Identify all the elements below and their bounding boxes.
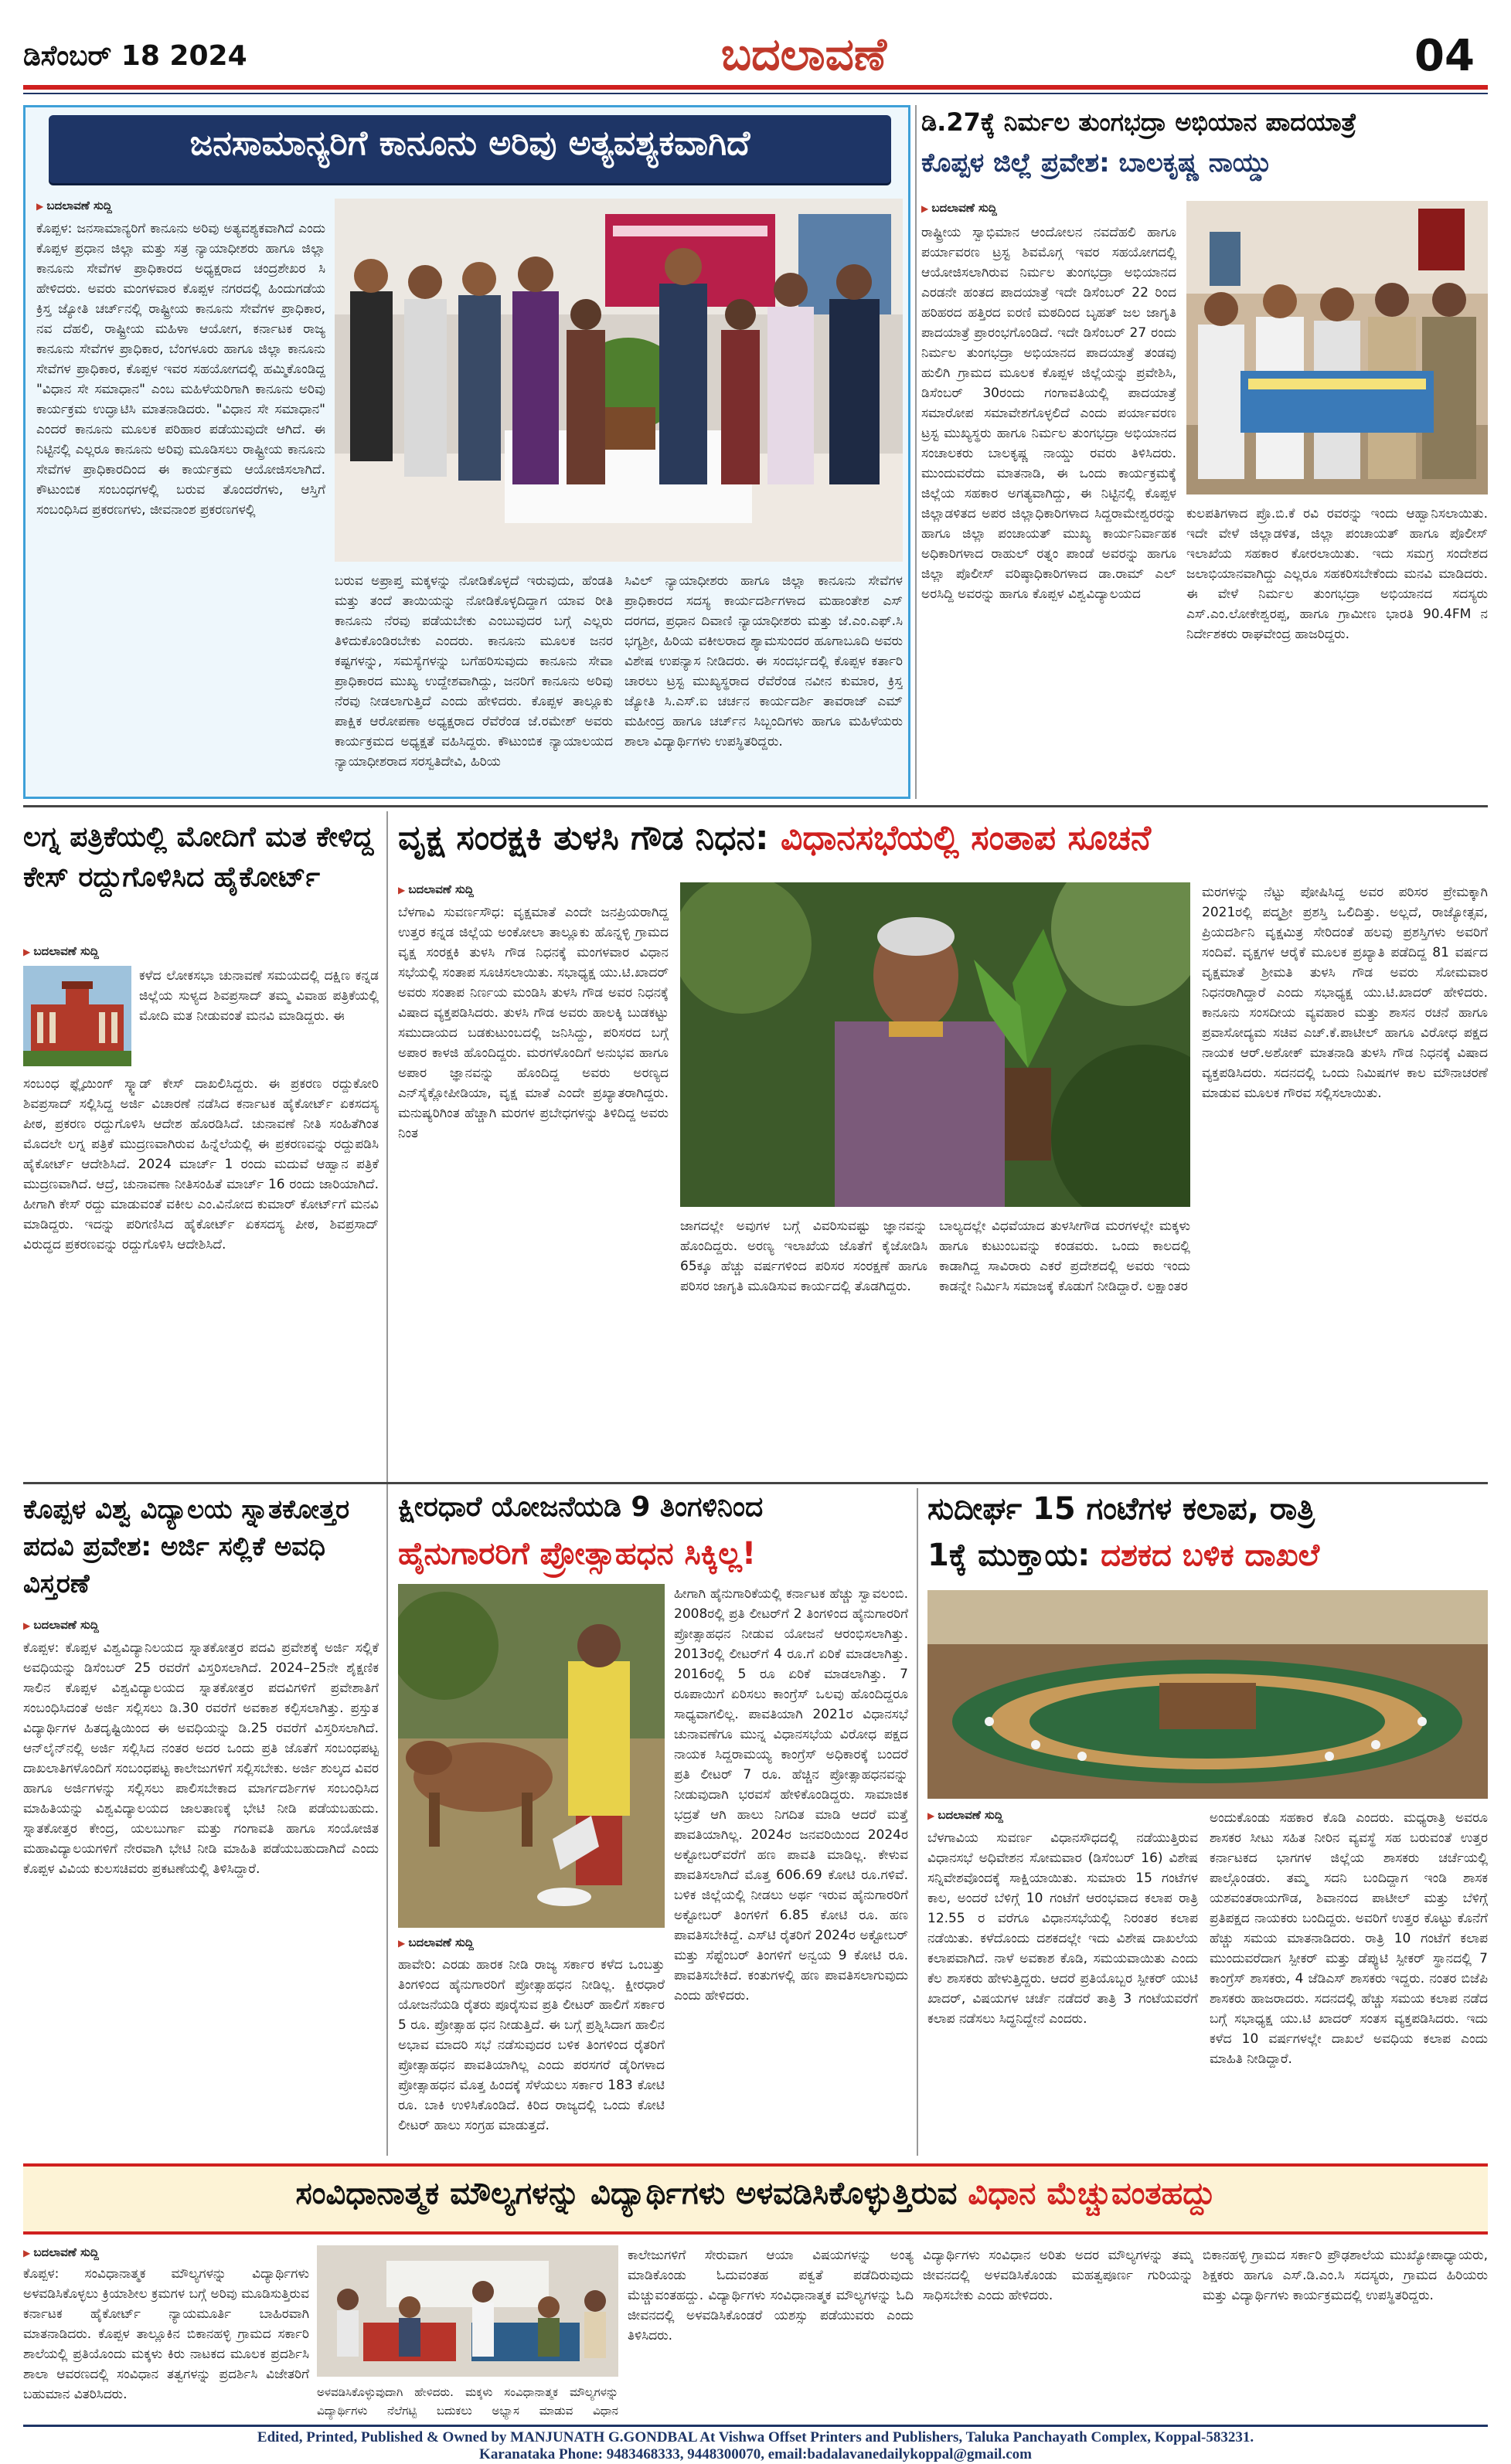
article-col-2: ಬರುವ ಅಪ್ರಾಪ್ತ ಮಕ್ಕಳನ್ನು ನೋಡಿಕೊಳ್ಳದೆ ಇರುವುದು, ಹೆಂಡತಿ ಮತ್ತು ತಂದೆ ತಾಯಿಯನ್ನು ನೋಡಿಕೊಳ್ಳದಿದ್ದಾಗ ಯಾವ ರೀತಿ ಕಾನೂನು ನೆರವು ಪಡೆಯಬೇಕು ಎಂಬುವುದರ ಬಗ್ಗೆ ಎಲ್ಲರು ತಿಳಿದುಕೊಂಡಿರಬೇಕು ಎಂದರು. ಕಾನೂನು ಮೂಲಕ ಜನರ ಕಷ್ಟಗಳನ್ನು, ಸಮಸ್ಯೆಗಳನ್ನು ಬಗೆಹರಿಸುವುದು ಕಾನೂನು ಸೇವಾ ಪ್ರಾಧಿಕಾರದ ಮುಖ್ಯ ಉದ್ದೇಶವಾಗಿದ್ದು, ಜನರಿಗೆ ಕಾನೂನು ಅರಿವು ನೆರವು ನೀಡಲಾಗುತ್ತಿದೆ ಎಂದು ಹೇಳಿದರು. ಕೊಪ್ಪಳ ತಾಲ್ಲೂಕು ಪಾಕ್ಷಿಕ ಆರೋಪಣಾ ಅಧ್ಯಕ್ಷರಾದ ರೆವೆರೆಂಡ ಜೆ.ರಮೇಶ್ ಅವರು ಕಾರ್ಯಕ್ರಮದ ಅಧ್ಯಕ್ಷತೆ ವಹಿಸಿದ್ದರು. ಕೌಟುಂಬಿಕ ನ್ಯಾಯಾಲಯದ ನ್ಯಾಯಾಧೀಶರಾದ ಸರಸ್ವತಿದೇವಿ, ಹಿರಿಯ: [335, 573, 613, 770]
article-col-1: ಕೊಪ್ಪಳ: ಜನಸಾಮಾನ್ಯರಿಗೆ ಕಾನೂನು ಅರಿವು ಅತ್ಯವಶ್ಯಕವಾಗಿದೆ ಎಂದು ಕೊಪ್ಪಳ ಪ್ರಧಾನ ಜಿಲ್ಲಾ ಮತ್ತು ಸತ್ರ ನ್ಯಾಯಾಧೀಶರು ಹಾಗೂ ಜಿಲ್ಲಾ ಕಾನೂನು ಸೇವೆಗಳ ಪ್ರಾಧಿಕಾರದ ಅಧ್ಯಕ್ಷರಾದ ಚಂದ್ರಶೇಖರ ಸಿ ಹೇಳಿದರು. ಅವರು ಮಂಗಳವಾರ ಕೊಪ್ಪಳ ನಗರದಲ್ಲಿ ಹಿಂದುಗಡೆಯ ಕ್ರಿಸ್ತ ಜ್ಯೋತಿ ಚರ್ಚ್‌ನಲ್ಲಿ ರಾಷ್ಟ್ರೀಯ ಕಾನೂನು ಸೇವೆಗಳ ಪ್ರಾಧಿಕಾರ, ನವ ದೆಹಲಿ, ರಾಷ್ಟ್ರೀಯ ಮಹಿಳಾ ಆಯೋಗ, ಕರ್ನಾಟಕ ರಾಜ್ಯ ಕಾನೂನು ಸೇವೆಗಳ ಪ್ರಾಧಿಕಾರ, ಬೆಂಗಳೂರು ಹಾಗೂ ಜಿಲ್ಲಾ ಕಾನೂನು ಸೇವೆಗಳ ಪ್ರಾಧಿಕಾರ, ಕೊಪ್ಪಳ ಇವರ ಸಹಯೋಗದಲ್ಲಿ ಹಮ್ಮಿಕೊಂಡಿದ್ದ "ವಿಧಾನ ಸೇ ಸಮಾಧಾನ" ಎಂಬ ಮಹಿಳೆಯರಿಗಾಗಿ ಕಾನೂನು ಅರಿವು ಕಾರ್ಯಕ್ರಮ ಉದ್ಘಾಟಿಸಿ ಮಾತನಾಡಿದರು. "ವಿಧಾನ ಸೇ ಸಮಾಧಾನ" ಎಂದರೆ ಕಾನೂನು ಮೂಲಕ ಪರಿಹಾರ ಪಡೆಯುವುದೇ ಆಗಿದೆ. ಈ ನಿಟ್ಟಿನಲ್ಲಿ ಎಲ್ಲರೂ ಕಾನೂನು ಅರಿವು ಮೂಡಿಸಲು ರಾಷ್ಟ್ರೀಯ ಕಾನೂನು ಸೇವೆಗಳ ಪ್ರಾಧಿಕಾರದಿಂದ ಈ ಕಾರ್ಯಕ್ರಮ ಆಯೋಜಿಸಲಾಗಿದೆ. ಕೌಟುಂಬಿಕ ಸಂಬಂಧಗಳಲ್ಲಿ ಬರುವ ತೊಂದರೆಗಳು, ಆಸ್ತಿಗೆ ಸಂಬಂಧಿಸಿದ ಪ್ರಕರಣಗಳು, ಜೀವನಾಂಶ ಪ್ರಕರಣಗಳಲ್ಲಿ: [36, 221, 325, 518]
header-rule: [23, 85, 1488, 90]
article-headline-part2: ದಶಕದ ಬಳಿಕ ದಾಖಲೆ: [1101, 1538, 1320, 1573]
column-divider: [917, 1488, 918, 2156]
article-byline: ▶ ಬದಲಾವಣೆ ಸುದ್ದಿ: [23, 944, 99, 958]
article-col-1: ಬೆಳಗಾವಿಯ ಸುವರ್ಣ ವಿಧಾನಸೌಧದಲ್ಲಿ ನಡೆಯುತ್ತಿರುವ ವಿಧಾನಸಭೆ ಅಧಿವೇಶನ ಸೋಮವಾರ (ಡಿಸೆಂಬರ್ 16) ವಿಶೇಷ ಸನ್ನಿವೇಶವೊಂದಕ್ಕೆ ಸಾಕ್ಷಿಯಾಯಿತು. ಸುಮಾರು 15 ಗಂಟೆಗಳ ಕಾಲ, ಅಂದರೆ ಬೆಳಿಗ್ಗೆ 10 ಗಂಟೆಗೆ ಆರಂಭವಾದ ಕಲಾಪ ರಾತ್ರಿ 12.55 ರ ವರೆಗೂ ವಿಧಾನಸಭೆಯಲ್ಲಿ ನಿರಂತರ ಕಲಾಪ ನಡೆಯಿತು. ಕಳೆದೊಂದು ದಶಕದಲ್ಲೇ ಇದು ವಿಶೇಷ ದಾಖಲೆಯ ಕಲಾಪವಾಗಿದೆ. ನಾಳೆ ಅವಕಾಶ ಕೊಡಿ, ಸಮಯವಾಯಿತು ಎಂದು ಕೆಲ ಶಾಸಕರು ಹೇಳುತ್ತಿದ್ದರು. ಆದರೆ ಪ್ರತಿಯೊಬ್ಬರ ಸ್ಪೀಕರ್ ಯುಟಿ ಖಾದರ್, ವಿಷಯಗಳ ಚರ್ಚೆ ನಡೆದರೆ ತಾತ್ರಿ 3 ಗಂಟೆಯವರೆಗೆ ಕಲಾಪ ನಡೆಸಲು ಸಿದ್ಧನಿದ್ದೇನೆ ಎಂದರು.: [927, 1830, 1198, 2027]
photo-school-event-image: [317, 2245, 618, 2377]
article-headline: ಲಗ್ನ ಪತ್ರಿಕೆಯಲ್ಲಿ ಮೋದಿಗೆ ಮತ ಕೇಳಿದ್ದ ಕೇಸ್ ರದ್ದುಗೊಳಿಸಿದ ಹೈಕೋರ್ಟ್: [23, 821, 374, 893]
article-col-1: ಕೊಪ್ಪಳ: ಸಂವಿಧಾನಾತ್ಮಕ ಮೌಲ್ಯಗಳನ್ನು ವಿದ್ಯಾರ್ಥಿಗಳು ಅಳವಡಿಸಿಕೊಳ್ಳಲು ಕ್ರಿಯಾಶೀಲ ಕ್ರಮಗಳ ಬಗ್ಗೆ ಅರಿವು ಮೂಡಿಸುತ್ತಿರುವ ಕರ್ನಾಟಕ ಹೈಕೋರ್ಟ್ ನ್ಯಾಯಮೂರ್ತಿ ಬಾಹಿರವಾಗಿ ಮಾತನಾಡಿದರು. ಕೊಪ್ಪಳ ತಾಲ್ಲೂಕಿನ ಬಿಕಾನಹಳ್ಳಿ ಗ್ರಾಮದ ಸರ್ಕಾರಿ ಶಾಲೆಯಲ್ಲಿ ಪ್ರತಿಯೊಂದು ಮಕ್ಕಳು ಕಿರು ನಾಟಕದ ಮೂಲಕ ಪ್ರದರ್ಶಿಸಿ ಶಾಲಾ ಆವರಣದಲ್ಲಿ ಸಂವಿಧಾನ ತತ್ವಗಳನ್ನು ಪ್ರದರ್ಶಿಸಿ ವಿಜೇತರಿಗೆ ಬಹುಮಾನ ವಿತರಿಸಿದರು.: [23, 2266, 309, 2402]
photo-dairy-farmer: [398, 1584, 665, 1928]
article-headline-part2: ವಿಧಾನಸಭೆಯಲ್ಲಿ ಸಂತಾಪ ಸೂಚನೆ: [780, 818, 1152, 858]
article-byline: ▶ ಬದಲಾವಣೆ ಸುದ್ದಿ: [398, 882, 474, 896]
article-col-5: ಬಿಕಾನಹಳ್ಳಿ ಗ್ರಾಮದ ಸರ್ಕಾರಿ ಪ್ರೌಢಶಾಲೆಯ ಮುಖ್ಯೋಪಾಧ್ಯಾಯರು, ಶಿಕ್ಷಕರು ಹಾಗೂ ಎಸ್.ಡಿ.ಎಂ.ಸಿ ಸದಸ್ಯರು, ಗ್ರಾಮದ ಹಿರಿಯರು ಮತ್ತು ವಿದ್ಯಾರ್ಥಿಗಳು ಕಾರ್ಯಕ್ರಮದಲ್ಲಿ ಉಪಸ್ಥಿತರಿದ್ದರು.: [1203, 2248, 1488, 2303]
article-col-1: ರಾಷ್ಟ್ರೀಯ ಸ್ವಾಭಿಮಾನ ಆಂದೋಲನ ನವದೆಹಲಿ ಹಾಗೂ ಪರ್ಯಾವರಣ ಟ್ರಸ್ಟ ಶಿವಮೊಗ್ಗ ಇವರ ಸಹಯೋಗದಲ್ಲಿ ಆಯೋಜಿಸಲಾಗಿರುವ ನಿರ್ಮಲ ತುಂಗಭದ್ರಾ ಅಭಿಯಾನದ ಎರಡನೇ ಹಂತದ ಪಾದಯಾತ್ರೆ ಇದೇ ಡಿಸೆಂಬರ್ 22 ರಿಂದ ಹರಿಹರದ ಹತ್ತಿರದ ಐರಣಿ ಮಠದಿಂದ ಬೃಹತ್ ಜಲ ಜಾಗೃತಿ ಪಾದಯಾತ್ರೆ ಪ್ರಾರಂಭಗೊಂಡಿದೆ. ಇದೇ ಡಿಸೆಂಬರ್ 27 ರಂದು ನಿರ್ಮಲ ತುಂಗಭದ್ರಾ ಅಭಿಯಾನದ ಪಾದಯಾತ್ರೆ ತಂಡವು ಹುಲಿಗಿ ಗ್ರಾಮದ ಮೂಲಕ ಕೊಪ್ಪಳ ಜಿಲ್ಲೆಯನ್ನು ಪ್ರವೇಶಿಸಿ, ಡಿಸೆಂಬರ್ 30ರಂದು ಗಂಗಾವತಿಯಲ್ಲಿ ಪಾದಯಾತ್ರೆ ಸಮಾರೋಪ ಸಮಾವೇಶಗೊಳ್ಳಲಿದೆ ಎಂದು ಪರ್ಯಾವರಣ ಟ್ರಸ್ಟ ಮುಖ್ಯಸ್ಥರು ಹಾಗೂ ನಿರ್ಮಲ ತುಂಗಭದ್ರಾ ಅಭಿಯಾನದ ಸಂಚಾಲಕರು ಬಾಲಕೃಷ್ಣ ನಾಯ್ಡು ರವರು ತಿಳಿಸಿದರು. ಮುಂದುವರೆದು ಮಾತನಾಡಿ, ಈ ಒಂದು ಕಾರ್ಯಕ್ರಮಕ್ಕೆ ಜಿಲ್ಲೆಯ ಸಹಕಾರ ಅಗತ್ಯವಾಗಿದ್ದು, ಈ ನಿಟ್ಟಿನಲ್ಲಿ ಕೊಪ್ಪಳ ಜಿಲ್ಲಾಡಳಿತದ ಅಪರ ಜಿಲ್ಲಾಧಿಕಾರಿಗಳಾದ ಸಿದ್ದರಾಮೇಶ್ವರರನ್ನು ಹಾಗೂ ಜಿಲ್ಲಾ ಪಂಚಾಯತ್ ಮುಖ್ಯ ಕಾರ್ಯನಿರ್ವಾಹಕ ಅಧಿಕಾರಿಗಳಾದ ರಾಹುಲ್ ರತ್ನಂ ಪಾಂಡೆ ಅವರನ್ನು ಹಾಗೂ ಜಿಲ್ಲಾ ಪೊಲೀಸ್ ವರಿಷ್ಠಾಧಿಕಾರಿಗಳಾದ ಡಾ.ರಾಮ್ ಎಲ್ ಅರಸಿದ್ದಿ ಅವರನ್ನು ಹಾಗೂ ಕೊಪ್ಪಳ ವಿಶ್ವವಿದ್ಯಾಲಯದ: [921, 225, 1176, 602]
article-col-1: ಬೆಳಗಾವಿ ಸುವರ್ಣಸೌಧ: ವೃಕ್ಷಮಾತೆ ಎಂದೇ ಜನಪ್ರಿಯರಾಗಿದ್ದ ಉತ್ತರ ಕನ್ನಡ ಜಿಲ್ಲೆಯ ಅಂಕೋಲಾ ತಾಲ್ಲೂಕು ಹೊನ್ನಳ್ಳಿ ಗ್ರಾಮದ ವೃಕ್ಷ ಸಂರಕ್ಷಕಿ ತುಳಸಿ ಗೌಡ ನಿಧನಕ್ಕೆ ಮಂಗಳವಾರ ವಿಧಾನ ಸಭೆಯಲ್ಲಿ ಸಂತಾಪ ಸೂಚಿಸಲಾಯಿತು. ಸಭಾಧ್ಯಕ್ಷ ಯು.ಟಿ.ಖಾದರ್ ಅವರು ಸಂತಾಪ ನಿರ್ಣಯ ಮಂಡಿಸಿ ತುಳಸಿ ಗೌಡ ಅವರ ನಿಧನಕ್ಕೆ ವಿಷಾದ ವ್ಯಕ್ತಪಡಿಸಿದರು. ತುಳಸಿ ಗೌಡ ಅವರು ಹಾಲಕ್ಕಿ ಬುಡಕಟ್ಟು ಸಮುದಾಯದ ಬಡಕುಟುಂಬದಲ್ಲಿ ಜನಿಸಿದ್ದು, ಪರಿಸರದ ಬಗ್ಗೆ ಅಪಾರ ಕಾಳಜಿ ಹೊಂದಿದ್ದರು. ಮರಗಳೊಂದಿಗೆ ಅನುಭವ ಹಾಗೂ ಅಪಾರ ಜ್ಞಾನವನ್ನು ಹೊಂದಿದ್ದ ಅವರು ಅರಣ್ಯದ ಎನ್‌ಸೈಕ್ಲೋಪೀಡಿಯಾ, ವೃಕ್ಷ ಮಾತೆ ಎಂದೇ ಪ್ರಖ್ಯಾತರಾಗಿದ್ದರು. ಮನುಷ್ಯರಿಗಿಂತ ಹೆಚ್ಚಾಗಿ ಮರಗಳ ಪ್ರಬೇಧಗಳನ್ನು ತಿಳಿದಿದ್ದ ಅವರು ನಿಂತ: [398, 905, 669, 1141]
article-col-2: ಕುಲಪತಿಗಳಾದ ಪ್ರೊ.ಬಿ.ಕೆ ರವಿ ರವರನ್ನು ಇಂದು ಆಹ್ವಾನಿಸಲಾಯಿತು. ಇದೇ ವೇಳೆ ಜಿಲ್ಲಾಡಳಿತ, ಜಿಲ್ಲಾ ಪಂಚಾಯತ್ ಹಾಗೂ ಪೊಲೀಸ್ ಇಲಾಖೆಯ ಸಹಕಾರ ಕೋರಲಾಯಿತು. ಇದು ಸಮಗ್ರ ಸಂದೇಶದ ಜಲಾಭಿಯಾನವಾಗಿದ್ದು ಎಲ್ಲರೂ ಸಹಕರಿಸಬೇಕೆಂದು ಮನವಿ ಮಾಡಿದರು. ಈ ವೇಳೆ ನಿರ್ಮಲ ತುಂಗಭದ್ರಾ ಅಭಿಯಾನದ ಸದಸ್ಯರು ಎಸ್.ಎಂ.ಲೋಕೇಶ್ವರಪ್ಪ, ಹಾಗೂ ಗ್ರಾಮೀಣ ಭಾರತಿ 90.4FM ನ ನಿರ್ದೇಶಕರು ರಾಘವೇಂದ್ರ ಹಾಜರಿದ್ದರು.: [1186, 506, 1488, 642]
article-body: ಕೊಪ್ಪಳ: ಕೊಪ್ಪಳ ವಿಶ್ವವಿದ್ಯಾನಿಲಯದ ಸ್ನಾತಕೋತ್ತರ ಪದವಿ ಪ್ರವೇಶಕ್ಕೆ ಅರ್ಜಿ ಸಲ್ಲಿಕೆ ಅವಧಿಯನ್ನು ಡಿಸೆಂಬರ್ 25 ರವರೆಗೆ ವಿಸ್ತರಿಸಲಾಗಿದೆ. 2024–25ನೇ ಶೈಕ್ಷಣಿಕ ಸಾಲಿನ ಕೊಪ್ಪಳ ವಿಶ್ವವಿದ್ಯಾಲಯದ ಸ್ನಾತಕೋತ್ತರ ಪದವಿಗಳಿಗೆ ಪ್ರವೇಶಾತಿಗೆ ಸಂಬಂಧಿಸಿದಂತೆ ಅರ್ಜಿ ಸಲ್ಲಿಸಲು ಡಿ.30 ರವರೆಗೆ ಅವಕಾಶ ಕಲ್ಪಿಸಲಾಗಿತ್ತು. ಪ್ರಸ್ತುತ ವಿದ್ಯಾರ್ಥಿಗಳ ಹಿತದೃಷ್ಟಿಯಿಂದ ಈ ಅವಧಿಯನ್ನು ಡಿ.25 ರವರೆಗೆ ವಿಸ್ತರಿಸಲಾಗಿದೆ. ಆನ್‌ಲೈನ್‌ನಲ್ಲಿ ಅರ್ಜಿ ಸಲ್ಲಿಸಿದ ನಂತರ ಅದರ ಒಂದು ಪ್ರತಿ ಜೊತೆಗೆ ಸಂಬಂಧಪಟ್ಟ ದಾಖಲಾತಿಗಳೊಂದಿಗೆ ಸಂಬಂಧಪಟ್ಟ ಕಾಲೇಜುಗಳಿಗೆ ಸಲ್ಲಿಸಬೇಕು. ಅರ್ಜಿ ಶುಲ್ಕದ ವಿವರ ಹಾಗೂ ಅರ್ಜಿಗಳನ್ನು ಸಲ್ಲಿಸಲು ಪಾಲಿಸಬೇಕಾದ ಮಾರ್ಗದರ್ಶಿಗಳ ಸಂಬಂಧಿಸಿದ ಮಾಹಿತಿಯನ್ನು ವಿಶ್ವವಿದ್ಯಾಲಯದ ಜಾಲತಾಣಕ್ಕೆ ಭೇಟಿ ನೀಡಿ ಪಡೆಯಬಹುದು. ಸ್ನಾತಕೋತ್ತರ ಕೇಂದ್ರ, ಯಲಬುರ್ಗಾ ಮತ್ತು ಗಂಗಾವತಿ ಹಾಗೂ ಸಂಯೋಜಿತ ಮಹಾವಿದ್ಯಾಲಯಗಳಿಗೆ ನೇರವಾಗಿ ಭೇಟಿ ನೀಡಿ ಮಾಹಿತಿ ಪಡೆಯಬಹುದಾಗಿದೆ ಎಂದು ಕೊಪ್ಪಳ ವಿವಿಯ ಕುಲಸಚಿವರು ಪ್ರಕಟಣೆಯಲ್ಲಿ ತಿಳಿಸಿದ್ದಾರೆ.: [23, 1640, 379, 1877]
article-headline: ಜನಸಾಮಾನ್ಯರಿಗೆ ಕಾನೂನು ಅರಿವು ಅತ್ಯವಶ್ಯಕವಾಗಿದೆ: [189, 124, 750, 163]
photo-tulasi-gowda-image: [680, 882, 1190, 1207]
article-col-2: ಅಳವಡಿಸಿಕೊಳ್ಳುವುದಾಗಿ ಹೇಳಿದರು. ಮಕ್ಕಳು ಸಂವಿಧಾನಾತ್ಮಕ ಮೌಲ್ಯಗಳನ್ನು ವಿದ್ಯಾರ್ಥಿಗಳು ನೆಲೆಗಟ್ಟಿ ಬದುಕಲು ಅಭ್ಯಾಸ ಮಾಡುವ ವಿಧಾನ: [317, 2385, 618, 2418]
article-byline: ▶ ಬದಲಾವಣೆ ಸುದ್ದಿ: [921, 201, 997, 215]
section-divider: [23, 1482, 386, 1484]
article-col-3: ಬಾಲ್ಯದಲ್ಲೇ ವಿಧವೆಯಾದ ತುಳಸೀಗೌಡ ಮರಗಳಲ್ಲೇ ಮಕ್ಕಳು ಹಾಗೂ ಕುಟುಂಬವನ್ನು ಕಂಡವರು. ಒಂದು ಕಾಲದಲ್ಲಿ ಕಾಡಾಗಿದ್ದ ಸಾವಿರಾರು ಎಕರೆ ಪ್ರದೇಶದಲ್ಲಿ ಅವರು ಇಂದು ಕಾಡನ್ನೇ ನಿರ್ಮಿಸಿ ಸಮಾಜಕ್ಕೆ ಕೊಡುಗೆ ನೀಡಿದ್ದಾರೆ. ಲಕ್ಷಾಂತರ: [939, 1218, 1190, 1294]
article-headline-line2: [927, 1538, 1488, 1573]
article-headline: [398, 819, 1488, 858]
masthead: ಬದಲಾವಣೆ: [720, 28, 887, 80]
page-date: ಡಿಸೆಂಬರ್ 18 2024: [23, 40, 247, 72]
photo-high-court-image: [23, 966, 131, 1066]
photo-legal-event-image: [335, 199, 903, 562]
article-headline-line1: ಸುದೀರ್ಘ 15 ಗಂಟೆಗಳ ಕಲಾಪ, ರಾತ್ರಿ: [927, 1491, 1315, 1527]
article-col-1: ಕಳೆದ ಲೋಕಸಭಾ ಚುನಾವಣೆ ಸಮಯದಲ್ಲಿ ದಕ್ಷಿಣ ಕನ್ನಡ ಜಿಲ್ಲೆಯ ಸುಳ್ಯದ ಶಿವಪ್ರಸಾದ್ ತಮ್ಮ ವಿವಾಹ ಪತ್ರಿಕೆಯಲ್ಲಿ ಮೋದಿ ಮತ ನೀಡುವಂತೆ ಮನವಿ ಮಾಡಿದ್ದರು. ಈ: [139, 968, 379, 1024]
article-byline: ▶ ಬದಲಾವಣೆ ಸುದ್ದಿ: [36, 199, 112, 212]
footer-rule: [23, 2425, 1488, 2427]
footer-line-2: Karanataka Phone: 9483468333, 9448300070, email:badalavanedailykoppal@gmail.com: [479, 2446, 1032, 2462]
article-byline: ▶ ಬದಲಾವಣೆ ಸುದ್ದಿ: [23, 2245, 99, 2259]
article-col-4: ವಿದ್ಯಾರ್ಥಿಗಳು ಸಂವಿಧಾನ ಅರಿತು ಅದರ ಮೌಲ್ಯಗಳನ್ನು ತಮ್ಮ ಜೀವನದಲ್ಲಿ ಅಳವಡಿಸಿಕೊಂಡು ಮಹತ್ವಪೂರ್ಣ ಗುರಿಯನ್ನು ಸಾಧಿಸಬೇಕು ಎಂದು ಹೇಳಿದರು.: [923, 2248, 1193, 2303]
article-headline-part1: ವೃಕ್ಷ ಸಂರಕ್ಷಕಿ ತುಳಸಿ ಗೌಡ ನಿಧನ:: [398, 818, 781, 858]
article-col-2: ಹೀಗಾಗಿ ಹೈನುಗಾರಿಕೆಯಲ್ಲಿ ಕರ್ನಾಟಕ ಹೆಚ್ಚು ಸ್ವಾವಲಂಬಿ. 2008ರಲ್ಲಿ ಪ್ರತಿ ಲೀಟರ್‌ಗೆ 2 ತಿಂಗಳಿಂದ ಹೈನುಗಾರರಿಗೆ ಪ್ರೋತ್ಸಾಹಧನ ನೀಡುವ ಯೋಜನೆ ಆರಂಭಿಸಲಾಗಿತ್ತು. 2013ರಲ್ಲಿ ಲೀಟರ್‌ಗೆ 4 ರೂ.ಗೆ ಏರಿಕೆ ಮಾಡಲಾಗಿತ್ತು. 2016ರಲ್ಲಿ 5 ರೂ ಏರಿಕೆ ಮಾಡಲಾಗಿತ್ತು. 7 ರೂಪಾಯಿಗೆ ಏರಿಸಲು ಕಾಂಗ್ರೆಸ್ ಒಲವು ಹೊಂದಿದ್ದರೂ ಸಾಧ್ಯವಾಗಲಿಲ್ಲ. ಪಾವತಿಯಾಗಿ 2021ರ ವಿಧಾನಸಭೆ ಚುನಾವಣೆಗೂ ಮುನ್ನ ವಿಧಾನಸಭೆಯ ವಿರೋಧ ಪಕ್ಷದ ನಾಯಕ ಸಿದ್ದರಾಮಯ್ಯ ಕಾಂಗ್ರೆಸ್ ಅಧಿಕಾರಕ್ಕೆ ಬಂದರೆ ಪ್ರತಿ ಲೀಟರ್ 7 ರೂ. ಹೆಚ್ಚಿನ ಪ್ರೋತ್ಸಾಹಧನವನ್ನು ನೀಡುವುದಾಗಿ ಭರವಸೆ ಹೇಳಿಕೊಂಡಿದ್ದರು. ಸಾಮಾಜಿಕ ಭದ್ರತೆ ಆಗಿ ಹಾಲು ನಿಗದಿತ ಮಾಡಿ ಆದರೆ ಮತ್ತೆ ಪಾವತಿಯಾಗಿಲ್ಲ. 2024ರ ಜನವರಿಯಿಂದ 2024ರ ಅಕ್ಟೋಬರ್‌ವರೆಗೆ ಹಣ ಪಾವತಿ ಮಾಡಿಲ್ಲ. ಕೇಳುವ ಪಾವತಿಸಲಾಗಿದೆ ಮೊತ್ತ 606.69 ಕೋಟಿ ರೂ.ಗಳಿವೆ. ಬಳಿಕ ಜಿಲ್ಲೆಯಲ್ಲಿ ನೀಡಲು ಅರ್ಥ ಇರುವ ಹೈನುಗಾರರಿಗೆ ಅಕ್ಟೋಬರ್ ತಿಂಗಳಿಗೆ 6.85 ಕೋಟಿ ರೂ. ಹಣ ಪಾವತಿಸಬೇಕಿದ್ದೆ. ಎಸ್‌ಟಿ ರೈತರಿಗೆ 2024ರ ಅಕ್ಟೋಬರ್ ಮತ್ತು ಸೆಪ್ಟೆಂಬರ್ ತಿಂಗಳಿಗೆ ಅನ್ವಯ 9 ಕೋಟಿ ರೂ. ಪಾವತಿಸಬೇಕಿದೆ. ಕಂತುಗಳಲ್ಲಿ ಹಣ ಪಾವತಿಸಲಾಗುವುದು ಎಂದು ಹೇಳಿದರು.: [674, 1586, 908, 2003]
section-divider: [386, 1482, 1488, 1484]
footer-line-1: Edited, Printed, Published & Owned by MANJUNATH G.GONDBAL At Vishwa Offset Printers and Publishers, Taluka Panchayath Complex, Koppal-583231.: [257, 2429, 1254, 2445]
article-byline: ▶ ಬದಲಾವಣೆ ಸುದ್ದಿ: [927, 1808, 1003, 1822]
photo-school-event: [317, 2245, 618, 2377]
section-divider: [23, 805, 1488, 807]
article-col-2: ಅಂದುಕೊಂಡು ಸಹಕಾರ ಕೊಡಿ ಎಂದರು. ಮಧ್ಯರಾತ್ರಿ ಅವರೂ ಶಾಸಕರ ಸೀಟು ಸಹಿತ ನೀರಿನ ವ್ಯವಸ್ಥೆ ಸಹ ಬರುವಂತೆ ಉತ್ತರ ಕರ್ನಾಟಕದ ಭಾಗಗಳ ಜಿಲ್ಲೆಯ ಶಾಸಕರು ಚರ್ಚೆಯಲ್ಲಿ ಪಾಲ್ಗೊಂಡರು. ತಮ್ಮ ಸದನಿ ಬಂದಿದ್ದಾಗ ಇಂಡಿ ಶಾಸಕ ಯಶವಂತರಾಯಗೌಡ, ಶಿವಾನಂದ ಪಾಟೀಲ್ ಮತ್ತು ಬೆಳಿಗ್ಗೆ ಪ್ರತಿಪಕ್ಷದ ನಾಯಕರು ಬಂದಿದ್ದರು. ಅವರಿಗೆ ಉತ್ತರ ಕೊಟ್ಟು ಕೊನೆಗೆ ಹೆಚ್ಚು ಸಮಯ ಮಾತನಾಡಿದರು. ರಾತ್ರಿ 10 ಗಂಟೆಗೆ ಕಲಾಪ ಮುಂದುವರೆದಾಗ ಸ್ಪೀಕರ್ ಮತ್ತು ಡೆಪ್ಯುಟಿ ಸ್ಪೀಕರ್ ಸ್ಥಾನದಲ್ಲಿ 7 ಕಾಂಗ್ರೆಸ್ ಶಾಸಕರು, 4 ಜೆಡಿಎಸ್ ಶಾಸಕರು ಇದ್ದರು. ನಂತರ ಬಿಜೆಪಿ ಶಾಸಕರು ಹಾಜರಾದರು. ಸದನದಲ್ಲಿ ಹೆಚ್ಚು ಸಮಯ ಕಲಾಪ ನಡೆದ ಬಗ್ಗೆ ಸಭಾಧ್ಯಕ್ಷ ಯು.ಟಿ ಖಾದರ್ ಸಂತಸ ವ್ಯಕ್ತಪಡಿಸಿದರು. ಇದು ಕಳೆದ 10 ವರ್ಷಗಳಲ್ಲೇ ದಾಖಲೆ ಅವಧಿಯ ಕಲಾಪ ಎಂದು ಮಾಹಿತಿ ನೀಡಿದ್ದಾರೆ.: [1210, 1810, 1488, 2067]
photo-dairy-farmer-image: [398, 1584, 665, 1928]
article-headline-part1: 1ಕ್ಕೆ ಮುಕ್ತಾಯ:: [927, 1538, 1101, 1573]
page-number: 04: [1414, 31, 1475, 81]
photo-legal-event: [335, 199, 903, 562]
column-divider: [915, 105, 917, 799]
photo-tulasi-gowda: [680, 882, 1190, 1207]
photo-assembly-hall: [927, 1590, 1488, 1799]
article-col-4: ಮರಗಳನ್ನು ನೆಟ್ಟು ಪೋಷಿಸಿದ್ದ ಅವರ ಪರಿಸರ ಪ್ರೇಮಕ್ಕಾಗಿ 2021ರಲ್ಲಿ ಪದ್ಮಶ್ರೀ ಪ್ರಶಸ್ತಿ ಒಲಿದಿತ್ತು. ಅಲ್ಲದೆ, ರಾಜ್ಯೋತ್ಸವ, ಪ್ರಿಯದರ್ಶಿನಿ ವೃಕ್ಷಮಿತ್ರ ಸೇರಿದಂತೆ ಹಲವು ಪ್ರಶಸ್ತಿಗಳು ಅವರಿಗೆ ಸಂದಿವೆ. ವೃಕ್ಷಗಳ ಆರೈಕೆ ಮೂಲಕ ಪ್ರಖ್ಯಾತಿ ಪಡೆದಿದ್ದ 81 ವರ್ಷದ ವೃಕ್ಷಮಾತೆ ಶ್ರೀಮತಿ ತುಳಸಿ ಗೌಡ ಅವರು ಸೋಮವಾರ ನಿಧನರಾಗಿದ್ದಾರೆ ಎಂದು ಸಭಾಧ್ಯಕ್ಷ ಯು.ಟಿ.ಖಾದರ್ ಹೇಳಿದರು. ಕಾನೂನು ಸಂಸದೀಯ ವ್ಯವಹಾರ ಮತ್ತು ಶಾಸನ ರಚನೆ ಹಾಗೂ ಪ್ರವಾಸೋದ್ಯಮ ಸಚಿವ ಎಚ್.ಕೆ.ಪಾಟೀಲ್ ಹಾಗೂ ವಿರೋಧ ಪಕ್ಷದ ನಾಯಕ ಆರ್.ಅಶೋಕ್ ಮಾತನಾಡಿ ತುಳಸಿ ಗೌಡ ನಿಧನಕ್ಕೆ ವಿಷಾದ ವ್ಯಕ್ತಪಡಿಸಿದರು. ಸದನದಲ್ಲಿ ಒಂದು ನಿಮಿಷಗಳ ಕಾಲ ಮೌನಾಚರಣೆ ಮಾಡುವ ಮೂಲಕ ಗೌರವ ಸಲ್ಲಿಸಲಾಯಿತು.: [1202, 885, 1488, 1101]
photo-assembly-hall-image: [927, 1590, 1488, 1799]
article-headline-part2: ವಿಧಾನ ಮೆಚ್ಚುವಂತಹದ್ದು: [968, 2176, 1216, 2211]
article-col-2: ಸಂಬಂಧ ಫ್ಲೈಯಿಂಗ್ ಸ್ಕ್ವಾಡ್ ಕೇಸ್ ದಾಖಲಿಸಿದ್ದರು. ಈ ಪ್ರಕರಣ ರದ್ದುಕೋರಿ ಶಿವಪ್ರಸಾದ್ ಸಲ್ಲಿಸಿದ್ದ ಅರ್ಜಿ ವಿಚಾರಣೆ ನಡೆಸಿದ ಕರ್ನಾಟಕ ಹೈಕೋರ್ಟ್ ಏಕಸದಸ್ಯ ಪೀಠ, ಪ್ರಕರಣ ರದ್ದುಗೊಳಿಸಿ ಆದೇಶ ಹೊರಡಿಸಿದೆ. ಚುನಾವಣೆ ನೀತಿ ಸಂಹಿತೆಗಿಂತ ಮೊದಲೇ ಲಗ್ನ ಪತ್ರಿಕೆ ಮುದ್ರಣವಾಗಿರುವ ಹಿನ್ನೆಲೆಯಲ್ಲಿ ಈ ಪ್ರಕರಣವನ್ನು ರದ್ದುಪಡಿಸಿ ಹೈಕೋರ್ಟ್ ಆದೇಶಿಸಿದೆ. 2024 ಮಾರ್ಚ್ 1 ರಂದು ಮದುವೆ ಆಹ್ವಾನ ಪತ್ರಿಕೆ ಮುದ್ರಣವಾಗಿದೆ. ಆದ್ರೆ, ಚುನಾವಣಾ ನೀತಿಸಂಹಿತೆ ಮಾರ್ಚ್ 16 ರಂದು ಜಾರಿಯಾಗಿದೆ. ಹೀಗಾಗಿ ಕೇಸ್ ರದ್ದು ಮಾಡುವಂತೆ ವಕೀಲ ಎಂ.ವಿನೋದ ಕುಮಾರ್ ಕೋರ್ಟ್‌ಗೆ ಮನವಿ ಮಾಡಿದ್ದರು. ಇದನ್ನು ಪರಿಗಣಿಸಿದ ಹೈಕೋರ್ಟ್ ಏಕಸದಸ್ಯ ಪೀಠ, ಶಿವಪ್ರಸಾದ್ ವಿರುದ್ಧದ ಪ್ರಕರಣವನ್ನು ರದ್ದುಗೊಳಿಸಿ ಆದೇಶಿಸಿದೆ.: [23, 1076, 379, 1252]
article-byline: ▶ ಬದಲಾವಣೆ ಸುದ್ದಿ: [23, 1618, 99, 1632]
article-headline: ಕೊಪ್ಪಳ ವಿಶ್ವ ವಿದ್ಯಾಲಯ ಸ್ನಾತಕೋತ್ತರ ಪದವಿ ಪ್ರವೇಶ: ಅರ್ಜಿ ಸಲ್ಲಿಕೆ ಅವಧಿ ವಿಸ್ತರಣೆ: [23, 1494, 350, 1599]
photo-high-court: [23, 966, 131, 1066]
article-col-3: ಕಾಲೇಜುಗಳಿಗೆ ಸೇರುವಾಗ ಆಯಾ ವಿಷಯಗಳನ್ನು ಅಂತ್ಯ ಮಾಡಿಕೊಂಡು ಓದುವಂತಹ ಪಕ್ವತೆ ಪಡೆದಿರುವುದು ಮೆಚ್ಚುವಂತಹದ್ದು. ವಿದ್ಯಾರ್ಥಿಗಳು ಸಂವಿಧಾನಾತ್ಮಕ ಮೌಲ್ಯಗಳನ್ನು ಓದಿ ಜೀವನದಲ್ಲಿ ಅಳವಡಿಸಿಕೊಂಡರೆ ಯಶಸ್ಸು ಪಡೆಯುವರು ಎಂದು ತಿಳಿಸಿದರು.: [628, 2248, 914, 2343]
article-byline: ▶ ಬದಲಾವಣೆ ಸುದ್ದಿ: [398, 1936, 474, 1949]
header-rule-thin: [23, 93, 1488, 94]
article-headline-line2: ಕೊಪ್ಪಳ ಜಿಲ್ಲೆ ಪ್ರವೇಶ: ಬಾಲಕೃಷ್ಣ ನಾಯ್ಡು: [921, 148, 1272, 178]
article-headline-line2: ಹೈನುಗಾರರಿಗೆ ಪ್ರೋತ್ಸಾಹಧನ ಸಿಕ್ಕಿಲ್ಲ!: [398, 1536, 757, 1572]
photo-padayatra: [1186, 201, 1488, 494]
article-col-3: ಸಿವಿಲ್ ನ್ಯಾಯಾಧೀಶರು ಹಾಗೂ ಜಿಲ್ಲಾ ಕಾನೂನು ಸೇವೆಗಳ ಪ್ರಾಧಿಕಾರದ ಸದಸ್ಯ ಕಾರ್ಯದರ್ಶಿಗಳಾದ ಮಹಾಂತೇಶ ಎಸ್ ದರಗದ, ಪ್ರಧಾನ ದಿವಾಣಿ ನ್ಯಾಯಾಧೀಶರು ಮತ್ತು ಜೆ.ಎಂ.ಎಫ್.ಸಿ ಭಗ್ಯಶ್ರೀ, ಹಿರಿಯ ವಕೀಲರಾದ ಶ್ಯಾಮಸುಂದರ ಹೂಗಾಬೂದಿ ಅವರು ವಿಶೇಷ ಉಪನ್ಯಾಸ ನೀಡಿದರು. ಈ ಸಂದರ್ಭದಲ್ಲಿ ಕೊಪ್ಪಳ ಕರ್ತಾರಿ ಚಾರಲು ಟ್ರಸ್ಟ ಮುಖ್ಯಸ್ಥರಾದ ರೆವೆರೆಂಡ ನವೀನ ಕುಮಾರ, ಕ್ರಿಸ್ತ ಜ್ಯೋತಿ ಸಿ.ಎಸ್.ಐ ಚರ್ಚನ ಕಾರ್ಯದರ್ಶಿ ತಾವರಾಜ್ ಎಮ್ ಮಹೀಂದ್ರ ಹಾಗೂ ಚರ್ಚ್‌ನ ಸಿಬ್ಬಂದಿಗಳು ಹಾಗೂ ಮಹಿಳೆಯರು ಶಾಲಾ ವಿದ್ಯಾರ್ಥಿಗಳು ಉಪಸ್ಥಿತರಿದ್ದರು.: [624, 573, 903, 749]
article-headline: [31, 2176, 1480, 2211]
photo-padayatra-image: [1186, 201, 1488, 494]
article-col-2: ಜಾಗದಲ್ಲೇ ಅವುಗಳ ಬಗ್ಗೆ ವಿವರಿಸುವಷ್ಟು ಜ್ಞಾನವನ್ನು ಹೊಂದಿದ್ದರು. ಅರಣ್ಯ ಇಲಾಖೆಯ ಜೊತೆಗೆ ಕೈಜೋಡಿಸಿ 65ಕ್ಕೂ ಹೆಚ್ಚು ವರ್ಷಗಳಿಂದ ಪರಿಸರ ಸಂರಕ್ಷಣೆ ಹಾಗೂ ಪರಿಸರ ಜಾಗೃತಿ ಮೂಡಿಸುವ ಕಾರ್ಯದಲ್ಲಿ ತೊಡಗಿದ್ದರು.: [680, 1218, 927, 1294]
article-headline-part1: ಸಂವಿಧಾನಾತ್ಮಕ ಮೌಲ್ಯಗಳನ್ನು ವಿದ್ಯಾರ್ಥಿಗಳು ಅಳವಡಿಸಿಕೊಳ್ಳುತ್ತಿರುವ: [295, 2176, 968, 2211]
article-headline-line1: ಡಿ.27ಕ್ಕೆ ನಿರ್ಮಲ ತುಂಗಭದ್ರಾ ಅಭಿಯಾನ ಪಾದಯಾತ್ರೆ: [921, 107, 1357, 137]
article-col-1: ಹಾವೇರಿ: ಎರಡು ಹಾರಕ ನೀಡಿ ರಾಜ್ಯ ಸರ್ಕಾರ ಕಳೆದ ಒಂಬತ್ತು ತಿಂಗಳಿಂದ ಹೈನುಗಾರರಿಗೆ ಪ್ರೋತ್ಸಾಹಧನ ನೀಡಿಲ್ಲ. ಕ್ಷೀರಧಾರೆ ಯೋಜನೆಯಡಿ ರೈತರು ಪೂರೈಸುವ ಪ್ರತಿ ಲೀಟರ್ ಹಾಲಿಗೆ ಸರ್ಕಾರ 5 ರೂ. ಪ್ರೋತ್ಸಾಹ ಧನ ನೀಡುತ್ತಿದೆ. ಈ ಬಗ್ಗೆ ಪ್ರಶ್ನಿಸಿದಾಗ ಹಾಲಿನ ಅಭಾವ ಮಾದರಿ ಸಭೆ ನಡೆಸುವುದರ ಬಳಿಕ ತಿಂಗಳಿಂದ ರೈತರಿಗೆ ಪ್ರೋತ್ಸಾಹಧನ ಪಾವತಿಯಾಗಿಲ್ಲ ಎಂದು ಪರಸಗರೆ ಡೈರಿಗಳಾದ ಪ್ರೋತ್ಸಾಹಧನ ಮೊತ್ತ ಹಿಂದಕ್ಕೆ ಸೆಳೆಯಲು ಸರ್ಕಾರ 183 ಕೋಟಿ ರೂ. ಬಾಕಿ ಉಳಿಸಿಕೊಂಡಿದೆ. ಕಿರಿದ ರಾಜ್ಯದಲ್ಲಿ ಒಂದು ಕೋಟಿ ಲೀಟರ್ ಹಾಲು ಸಂಗ್ರಹ ಮಾಡುತ್ತದೆ.: [398, 1957, 665, 2133]
article-headline-line1: ಕ್ಷೀರಧಾರೆ ಯೋಜನೆಯಡಿ 9 ತಿಂಗಳಿನಿಂದ: [398, 1491, 764, 1523]
article-legal-awareness: [23, 105, 910, 799]
